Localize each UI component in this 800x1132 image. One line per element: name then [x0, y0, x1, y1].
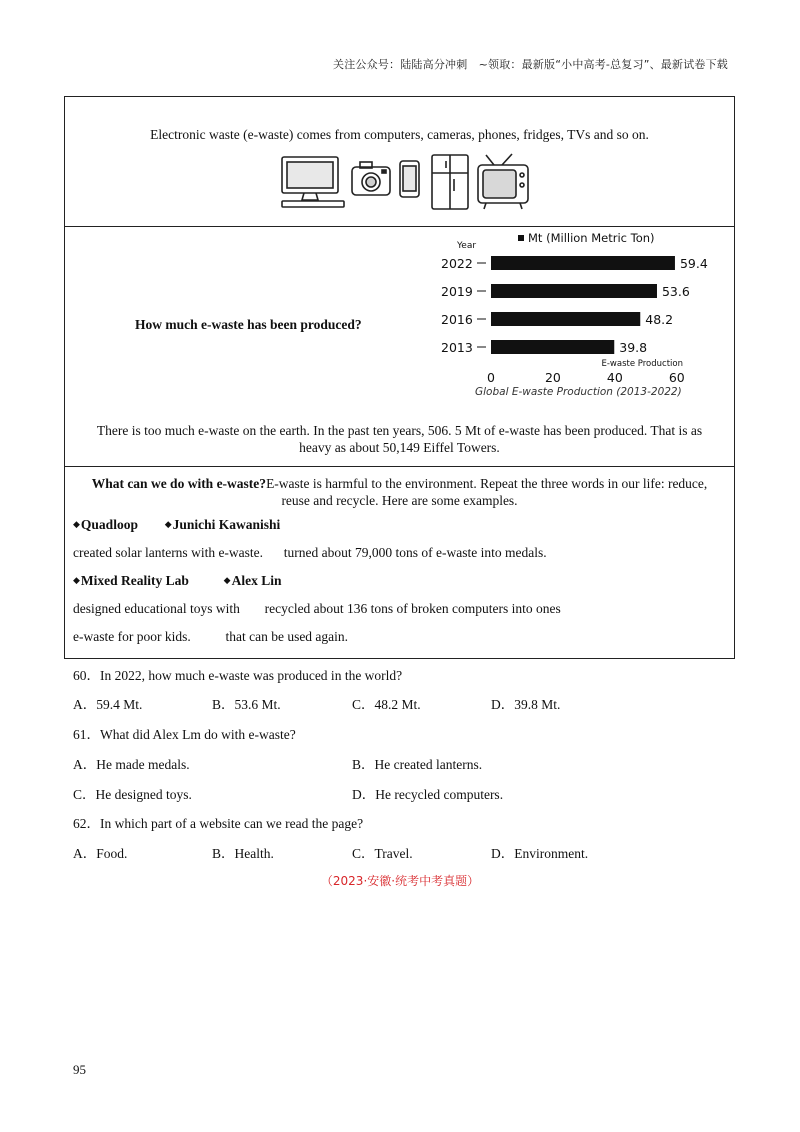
option-61-a[interactable]: A．He made medals. [73, 757, 190, 772]
question-62: 62．In which part of a website can we read the page? [73, 816, 364, 831]
diamond-bullet-icon: ◆ [73, 519, 80, 529]
example-name-quadloop: Quadloop [80, 517, 138, 532]
question-60: 60．In 2022, how much e-waste was produced in the world? [73, 668, 403, 683]
x-tick-label: 60 [668, 370, 685, 385]
example-names-row-1 [73, 517, 280, 533]
diamond-bullet-icon: ◆ [164, 519, 172, 529]
bar-value-label: 48.2 [645, 312, 674, 327]
example-desc-row-2 [73, 601, 561, 617]
chart-question: How much e-waste has been produced? [135, 317, 362, 332]
chart-note-line-1: There is too much e-waste on the earth. In the past ten years, 506. 5 Mt of e-waste has been produced. That is as [96, 423, 703, 438]
diamond-bullet-icon: ◆ [73, 575, 80, 585]
y-tick-label: 2013 [441, 340, 473, 355]
y-tick-label: 2016 [441, 312, 473, 327]
example-desc-alex-lin-2: that can be used again. [225, 629, 349, 644]
example-desc-row-1 [73, 545, 547, 561]
intro-text: Electronic waste (e-waste) comes from computers, cameras, phones, fridges, TVs and so on. [150, 127, 649, 142]
e-waste-bar-chart [365, 229, 708, 419]
source-citation: （2023·安徽·统考中考真题） [320, 874, 480, 888]
example-desc-mixed-reality-1: designed educational toys with [73, 601, 240, 616]
option-61-d[interactable]: D．He recycled computers. [352, 787, 504, 802]
option-60-b[interactable]: B．53.6 Mt. [212, 697, 281, 712]
bar-value-label: 39.8 [619, 340, 648, 355]
bar [491, 284, 657, 298]
example-desc-junichi: turned about 79,000 tons of e-waste into medals. [283, 545, 547, 560]
actions-section [65, 467, 734, 660]
actions-title: What can we do with e-waste? [91, 476, 267, 491]
chart-note [75, 422, 724, 456]
x-axis-label: E-waste Production [601, 359, 683, 369]
y-axis-label: Year [457, 241, 477, 251]
chart-note-line-2: heavy as about 50,149 Eiffel Towers. [299, 440, 500, 455]
bar [491, 256, 675, 270]
bar [491, 312, 640, 326]
phone-icon [400, 161, 419, 197]
example-name-mixed-reality-lab: Mixed Reality Lab [80, 573, 189, 588]
option-60-a[interactable]: A．59.4 Mt. [73, 697, 143, 712]
intro-section [65, 97, 734, 227]
y-tick-label: 2019 [441, 284, 473, 299]
device-icons [280, 153, 540, 211]
camera-icon [352, 162, 390, 195]
diamond-bullet-icon: ◆ [223, 575, 231, 585]
option-61-b[interactable]: B．He created lanterns. [352, 757, 483, 772]
bar [491, 340, 614, 354]
x-tick-label: 40 [606, 370, 623, 385]
example-desc-mixed-reality-2: e-waste for poor kids. [73, 629, 191, 644]
option-60-d[interactable]: D．39.8 Mt. [491, 697, 561, 712]
actions-intro [75, 475, 724, 509]
option-61-c[interactable]: C．He designed toys. [73, 787, 192, 802]
example-desc-quadloop: created solar lanterns with e-waste. [73, 545, 264, 560]
chart-caption: Global E-waste Production (2013-2022) [475, 386, 682, 398]
y-tick-label: 2022 [441, 256, 473, 271]
option-60-c[interactable]: C．48.2 Mt. [352, 697, 421, 712]
example-name-alex-lin: Alex Lin [231, 573, 282, 588]
x-tick-label: 0 [487, 370, 495, 385]
tv-icon [478, 154, 528, 209]
option-62-d[interactable]: D．Environment. [491, 846, 589, 861]
example-name-junichi: Junichi Kawanishi [172, 517, 281, 532]
chart-section [65, 227, 734, 467]
computer-icon [282, 157, 344, 207]
bar-value-label: 53.6 [661, 284, 690, 299]
fridge-icon [432, 155, 468, 209]
example-desc-alex-lin-1: recycled about 136 tons of broken computers into ones [264, 601, 561, 616]
page-number: 95 [73, 1062, 86, 1077]
example-desc-row-3 [73, 629, 348, 645]
page-header: 关注公众号：陆陆高分冲刺 ~领取：最新版“小中高考-总复习”、最新试卷下载 [333, 58, 728, 71]
actions-text-2: reuse and recycle. Here are some examples. [281, 493, 518, 508]
option-62-a[interactable]: A．Food. [73, 846, 128, 861]
question-61: 61．What did Alex Lm do with e-waste? [73, 727, 296, 742]
example-names-row-2 [73, 573, 281, 589]
actions-text-1: E-waste is harmful to the environment. Repeat the three words in our life: reduce, [266, 476, 708, 491]
bar-value-label: 59.4 [679, 256, 708, 271]
legend-label: Mt (Million Metric Ton) [528, 231, 655, 245]
option-62-c[interactable]: C．Travel. [352, 846, 413, 861]
option-62-b[interactable]: B．Health. [212, 846, 274, 861]
reading-passage-box [64, 96, 735, 659]
x-tick-label: 20 [544, 370, 561, 385]
legend-swatch [518, 235, 524, 241]
